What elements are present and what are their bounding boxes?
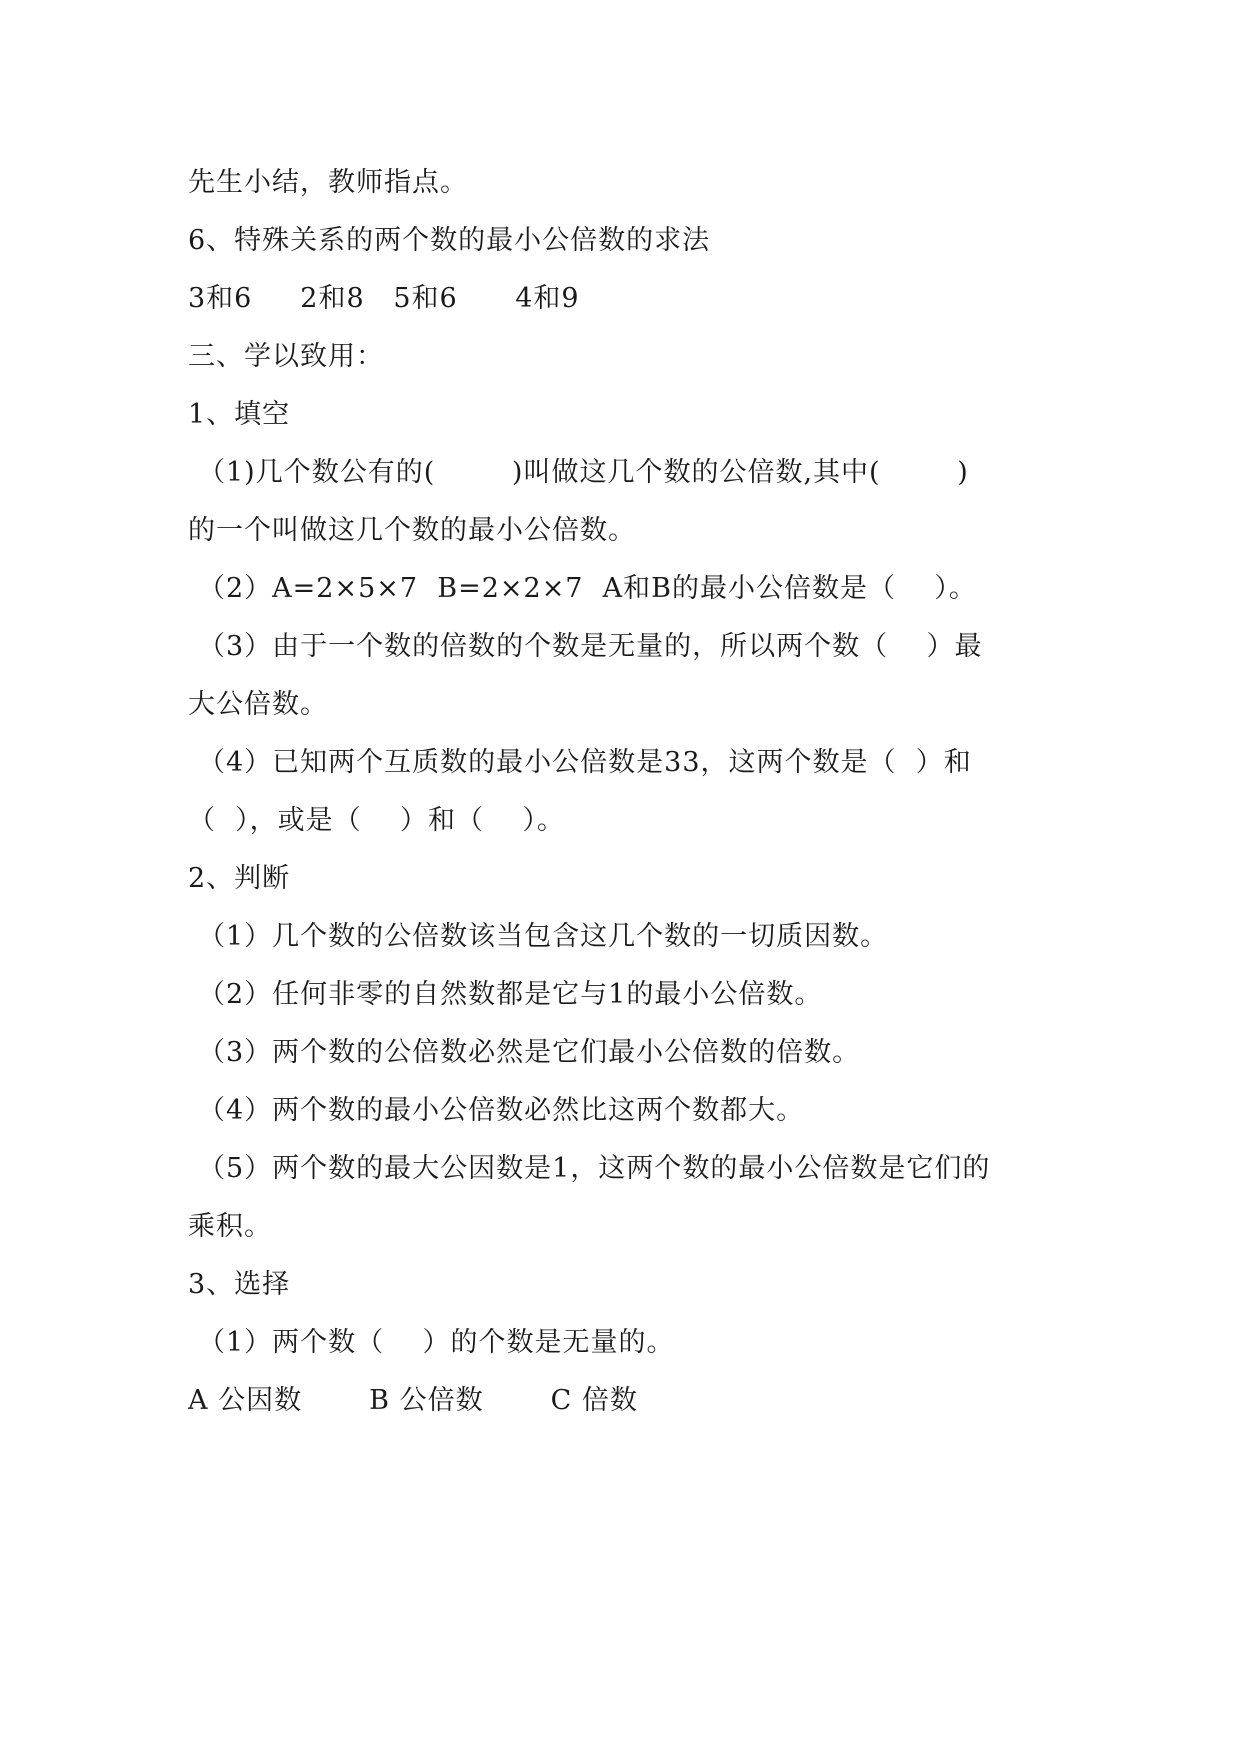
- question-line: （4）已知两个互质数的最小公倍数是33，这两个数是（ ）和: [198, 747, 972, 778]
- question-line: （3）由于一个数的倍数的个数是无量的，所以两个数（ ）最: [198, 631, 983, 662]
- question-line: （5）两个数的最大公因数是1，这两个数的最小公倍数是它们的: [198, 1153, 991, 1184]
- question-line: 大公倍数。: [188, 689, 328, 720]
- question-line: （1)几个数公有的( )叫做这几个数的公倍数,其中( ): [198, 457, 969, 488]
- question-line: （ ），或是（ ）和（ ）。: [188, 805, 565, 836]
- text-line: 3和6 2和8 5和6 4和9: [188, 283, 580, 314]
- question-line: （2）任何非零的自然数都是它与1的最小公倍数。: [198, 979, 823, 1010]
- subsection-heading: 2、判断: [188, 863, 291, 894]
- section-heading: 三、学以致用：: [188, 341, 384, 372]
- subsection-heading: 3、选择: [188, 1269, 291, 1300]
- question-line: （4）两个数的最小公倍数必然比这两个数都大。: [198, 1095, 805, 1126]
- question-line: （3）两个数的公倍数必然是它们最小公倍数的倍数。: [198, 1037, 861, 1068]
- question-line: 的一个叫做这几个数的最小公倍数。: [188, 515, 636, 546]
- question-line: （1）几个数的公倍数该当包含这几个数的一切质因数。: [198, 921, 889, 952]
- question-line: （1）两个数（ ）的个数是无量的。: [198, 1327, 675, 1358]
- subsection-heading: 1、填空: [188, 399, 291, 430]
- question-line: 乘积。: [188, 1211, 272, 1242]
- answer-options: A 公因数 B 公倍数 C 倍数: [188, 1385, 638, 1416]
- text-line: 先生小结，教师指点。: [188, 167, 468, 198]
- text-line: 6、特殊关系的两个数的最小公倍数的求法: [188, 225, 711, 256]
- question-line: （2）A=2×5×7 B=2×2×7 A和B的最小公倍数是（ ）。: [198, 573, 977, 604]
